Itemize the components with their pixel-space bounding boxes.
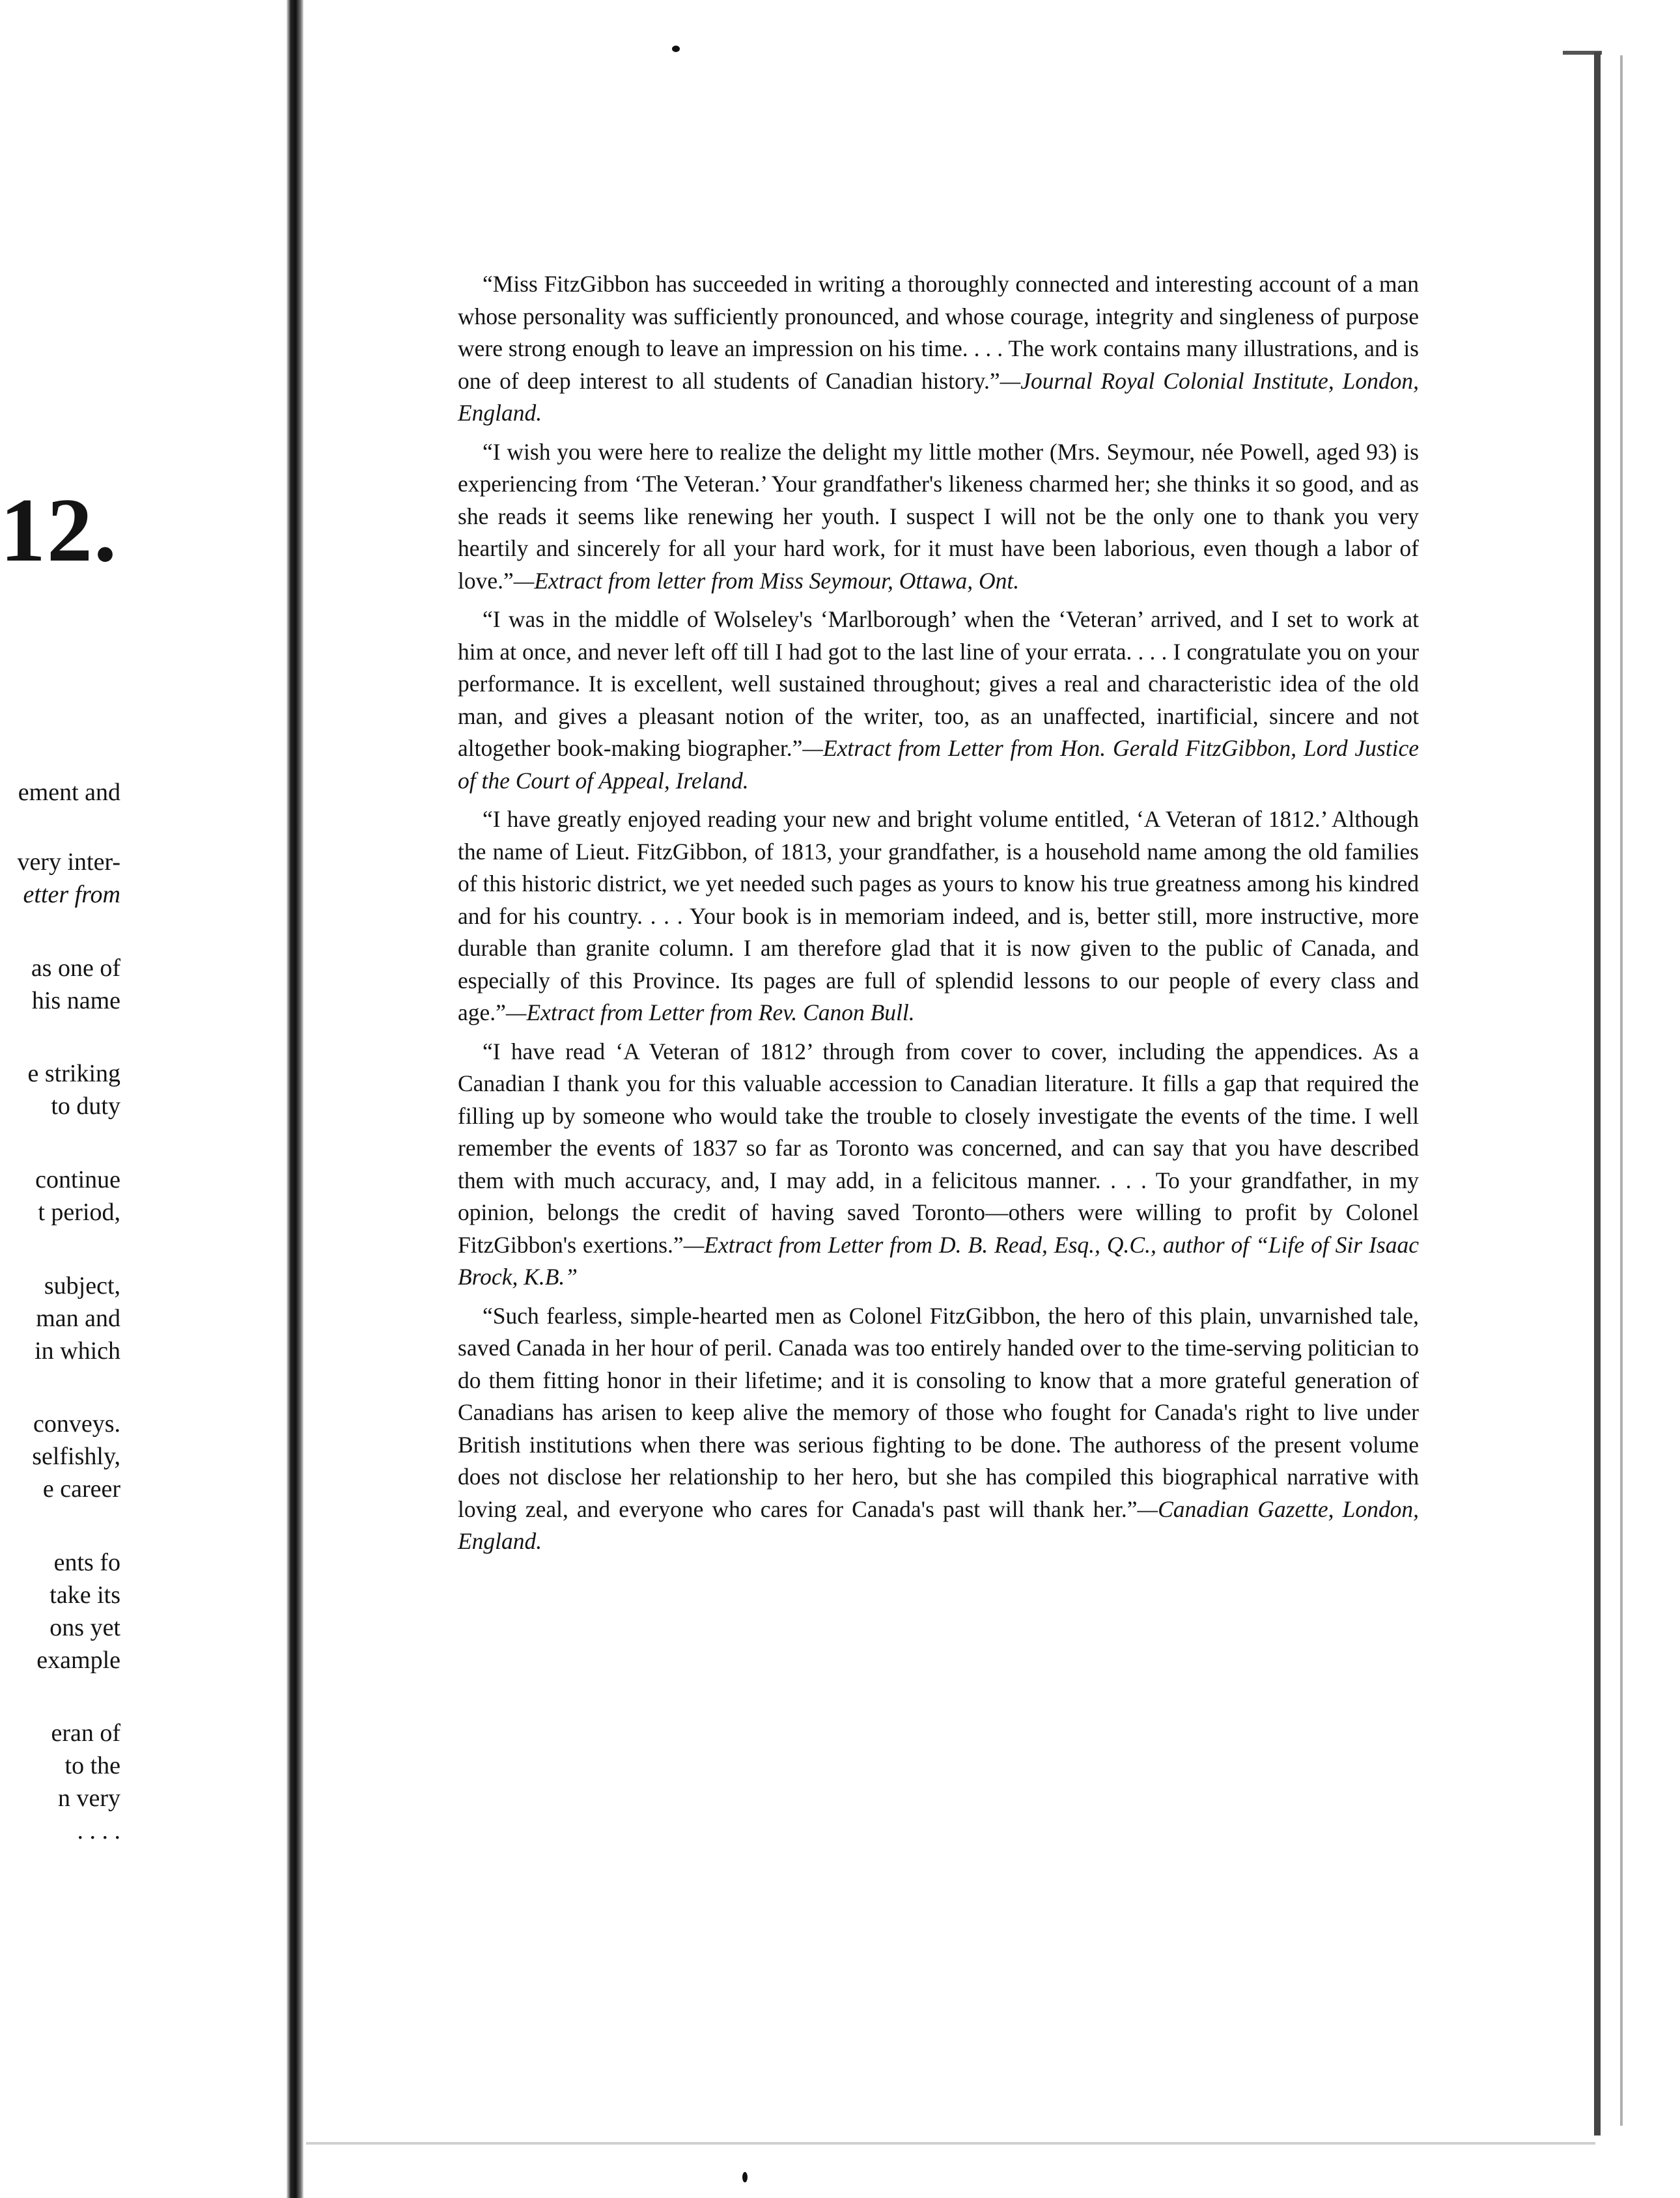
left-page-line-fragment: to duty (51, 1092, 120, 1120)
left-page-line-fragment: selfishly, (32, 1443, 120, 1470)
review-quote: “I was in the middle of Wolseley's ‘Marlborough’ when the ‘Veteran’ arrived, and I set to work at him at once, and never left off till I had got to the last line of your errata. . . . I congratulate you on your performance. It is excellent, well sustained throughout; gives a real and characteristic idea of the old man, and gives a pleasant notion of the writer, too, as an unaffected, inartificial, sincere and not altogether book-making biographer.” (458, 606, 1419, 761)
left-page-title-fragment: 12. (0, 480, 118, 581)
page-edge-right-inner (1620, 55, 1623, 2126)
scan-speck (742, 2172, 748, 2182)
page-edge-bottom (306, 2142, 1595, 2145)
review-attribution: —Extract from Letter from Hon. Gerald FitzGibbon, Lord Justice of the Court of Appeal, Ireland. (458, 735, 1419, 794)
page-edge-right (1594, 52, 1601, 2135)
left-page-line-fragment: conveys. (33, 1410, 120, 1438)
left-page-line-fragment: n very (57, 1785, 120, 1812)
left-page-line-fragment: e career (42, 1475, 120, 1503)
left-page-line-fragment: . . . . (77, 1817, 120, 1844)
review-quote: “Miss FitzGibbon has succeeded in writing a thoroughly connected and interesting account of a man whose personality was sufficiently pronounced, and whose courage, integrity and singleness of purpose were strong enough to leave an impression on his time. . . . The work contains many illustrations, and is one of deep interest to all students of Canadian history.” (458, 271, 1419, 394)
left-page-line-fragment: ons yet (49, 1614, 120, 1641)
review-attribution: —Extract from Letter from D. B. Read, Esq., Q.C., author of “Life of Sir Isaac Brock, K.B.” (458, 1231, 1420, 1290)
review-quote: “Such fearless, simple-hearted men as Colonel FitzGibbon, the hero of this plain, unvarnished tale, saved Canada in her hour of peril. Canada was too entirely handed over to the time-serving politician to do them fitting honor in their lifetime; and it is consoling to know that a more grateful generation of Canadians has arisen to keep alive the memory of those who fought for Canada's right to live under British institutions when there was serious fighting to be done. The authoress of the present volume does not disclose her relationship to her hero, but she has compiled this biographical narrative with loving zeal, and everyone who cares for Canada's past will thank her.” (458, 1302, 1419, 1522)
left-facing-page (0, 0, 287, 2198)
review-quote: “I have read ‘A Veteran of 1812’ through from cover to cover, including the appendices. As a Canadian I thank you for this valuable accession to Canadian literature. It fills a gap that required the filling up by someone who would take the trouble to closely investigate the events of the time. I well remember the events of 1837 so far as Toronto was concerned, and can say that you have described them with much accuracy, and, I may add, in a felicitous manner. . . . To your grandfather, in my opinion, belongs the credit of having saved Toronto—others were willing to profit by Colonel FitzGibbon's exertions.” (458, 1038, 1419, 1258)
review-paragraph (458, 1036, 1419, 1294)
left-page-line-fragment: t period, (38, 1199, 120, 1226)
review-quote: “I have greatly enjoyed reading your new and bright volume entitled, ‘A Veteran of 1812.’ Although the name of Lieut. FitzGibbon, of 1813, your grandfather, is a household name among the old families of this historic district, we yet needed such pages as yours to know his true greatness among his kindred and for his country. . . . Your book is in memoriam indeed, and is, better still, more instructive, more durable than granite column. I am therefore glad that it is now given to the public of Canada, and especially of this Province. Its pages are full of splendid lessons to our people of every class and age.” (458, 806, 1419, 1025)
review-attribution: —Extract from letter from Miss Seymour, Ottawa, Ont. (513, 567, 1020, 594)
left-page-line-fragment: etter from (23, 881, 120, 908)
review-attribution: —Extract from Letter from Rev. Canon Bull. (505, 999, 915, 1025)
review-paragraph (458, 604, 1419, 797)
review-paragraph (458, 1300, 1419, 1558)
left-page-line-fragment: ents fo (53, 1549, 120, 1576)
left-page-line-fragment: man and (36, 1305, 120, 1332)
review-attribution: —Journal Royal Colonial Institute, London, England. (458, 367, 1419, 426)
review-paragraph (458, 436, 1419, 598)
review-quote: “I wish you were here to realize the delight my little mother (Mrs. Seymour, née Powell, aged 93) is experiencing from ‘The Veteran.’ Your grandfather's likeness charmed her; she thinks it so good, and as she reads it seems like renewing her youth. I suspect I will not be the only one to thank you very heartily and sincerely for all your hard work, for it must have been laborious, even though a labor of love.” (458, 438, 1419, 594)
left-page-line-fragment: his name (31, 987, 120, 1014)
left-page-line-fragment: as one of (31, 954, 120, 982)
left-page-line-fragment: in which (35, 1337, 120, 1365)
left-page-line-fragment: take its (49, 1581, 120, 1609)
press-reviews (458, 268, 1419, 1565)
review-attribution: —Canadian Gazette, London, England. (458, 1495, 1419, 1554)
review-paragraph (458, 268, 1419, 430)
book-gutter (287, 0, 303, 2198)
left-page-line-fragment: e striking (27, 1060, 120, 1087)
review-paragraph (458, 803, 1419, 1029)
left-page-line-fragment: example (36, 1647, 120, 1674)
left-page-line-fragment: eran of (51, 1719, 120, 1747)
scan-speck (672, 46, 680, 52)
left-page-line-fragment: very inter- (17, 848, 120, 876)
left-page-line-fragment: subject, (44, 1272, 120, 1300)
left-page-line-fragment: continue (35, 1166, 120, 1193)
left-page-line-fragment: to the (64, 1752, 120, 1779)
left-page-line-fragment: ement and (18, 779, 120, 806)
